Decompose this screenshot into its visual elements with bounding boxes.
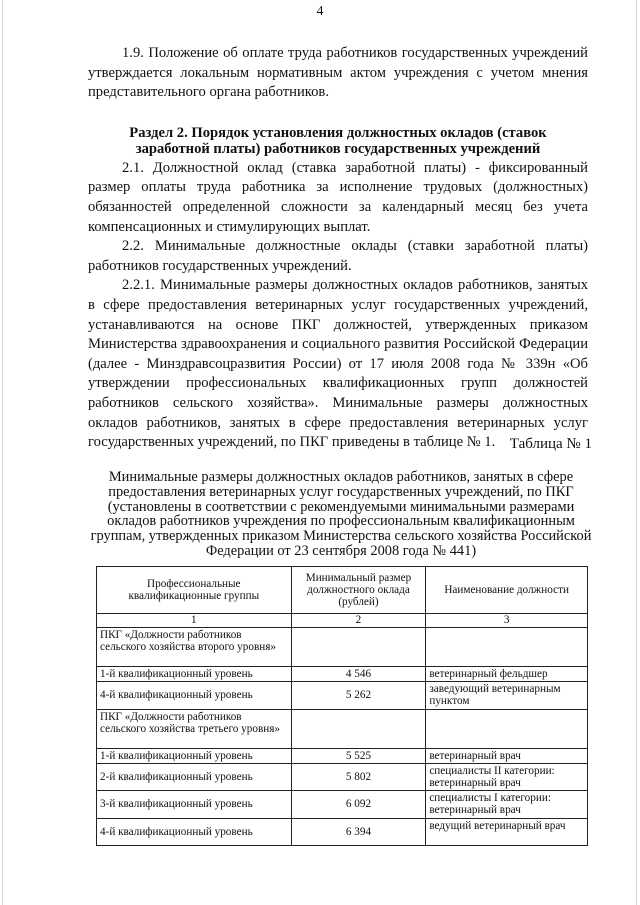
- position-cell: ветеринарный врач: [426, 748, 588, 763]
- header-groups: Профессиональные квалификационные группы: [97, 567, 292, 614]
- paragraph-2-2: 2.2. Минимальные должностные оклады (ставки заработной платы) работников государственных учреждений.: [88, 238, 588, 274]
- table-row: [97, 763, 588, 790]
- level-cell: 1-й квалификационный уровень: [97, 667, 292, 682]
- col-number: 1: [97, 614, 292, 628]
- salary-cell: 5 525: [291, 748, 426, 763]
- body-text: [88, 44, 588, 453]
- table-group-row: [97, 628, 588, 667]
- salary-cell: 5 802: [291, 763, 426, 790]
- header-salary: Минимальный размер должностного оклада (рублей): [291, 567, 426, 614]
- position-cell: ветеринарный фельдшер: [426, 667, 588, 682]
- group-name: ПКГ «Должности работников сельского хозяйства второго уровня»: [97, 628, 292, 667]
- level-cell: 1-й квалификационный уровень: [97, 748, 292, 763]
- table-row: [97, 818, 588, 845]
- level-cell: 3-й квалификационный уровень: [97, 791, 292, 818]
- paragraph-2-1: 2.1. Должностной оклад (ставка заработной платы) - фиксированный размер оплаты труда работника за исполнение трудовых (должностных) обязанностей определенной сложности за календарный месяц без учета компенсационных и стимулирующих выплат.: [88, 159, 588, 235]
- header-position: Наименование должности: [426, 567, 588, 614]
- level-cell: 4-й квалификационный уровень: [97, 682, 292, 709]
- page-number: 4: [316, 4, 324, 19]
- table-row: [97, 682, 588, 709]
- paragraph-2-2-1: 2.2.1. Минимальные размеры должностных окладов работников, занятых в сфере предоставления ветеринарных услуг государственных учреждений, устанавливаются на основе ПКГ должностей, утвержденных приказом Министерства здравоохранения и социального развития Российской Федерации (далее - Минздравсоцразвития России) от 17 июля 2008 года № 339н «Об утверждении профессиональных квалификационных групп должностей работников сельского хозяйства». Минимальные размеры должностных окладов работников, занятых в сфере предоставления ветеринарных услуг государственных учреждений, по ПКГ приведены в таблице № 1.: [88, 277, 588, 451]
- salary-cell: 6 394: [291, 818, 426, 845]
- table-row: [97, 748, 588, 763]
- table-column-numbers: [97, 614, 588, 628]
- position-cell: специалисты II категории: ветеринарный врач: [426, 763, 588, 790]
- table-label: Таблица № 1: [509, 436, 592, 452]
- level-cell: 4-й квалификационный уровень: [97, 818, 292, 845]
- table-header-row: [97, 567, 588, 614]
- col-number: 2: [291, 614, 426, 628]
- col-number: 3: [426, 614, 588, 628]
- group-name: ПКГ «Должности работников сельского хозяйства третьего уровня»: [97, 709, 292, 748]
- salary-cell: 4 546: [291, 667, 426, 682]
- table-row: [97, 667, 588, 682]
- level-cell: 2-й квалификационный уровень: [97, 763, 292, 790]
- table-row: [97, 791, 588, 818]
- section-2-heading: Раздел 2. Порядок установления должностных окладов (ставок заработной платы) работников государственных учреждений: [129, 124, 547, 157]
- table-group-row: [97, 709, 588, 748]
- scan-edge-right: [636, 0, 637, 905]
- position-cell: ведущий ветеринарный врач: [426, 818, 588, 845]
- salary-cell: 5 262: [291, 682, 426, 709]
- table-caption: Минимальные размеры должностных окладов работников, занятых в сфере предоставления ветеринарных услуг государственных учреждений, по ПКГ (установлены в соответствии с рекомендуемыми минимальными размерами окладов работников учреждения по профессиональным квалификационным группам, утвержденных приказом Министерства сельского хозяйства Российской Федерации от 23 сентября 2008 года № 441): [90, 469, 592, 559]
- position-cell: специалисты I категории: ветеринарный врач: [426, 791, 588, 818]
- scan-edge-left: [2, 0, 3, 905]
- salary-table: [96, 566, 588, 846]
- salary-cell: 6 092: [291, 791, 426, 818]
- paragraph-1-9: 1.9. Положение об оплате труда работников государственных учреждений утверждается локальным нормативным актом учреждения с учетом мнения представительного органа работников.: [88, 45, 588, 101]
- position-cell: заведующий ветеринарным пунктом: [426, 682, 588, 709]
